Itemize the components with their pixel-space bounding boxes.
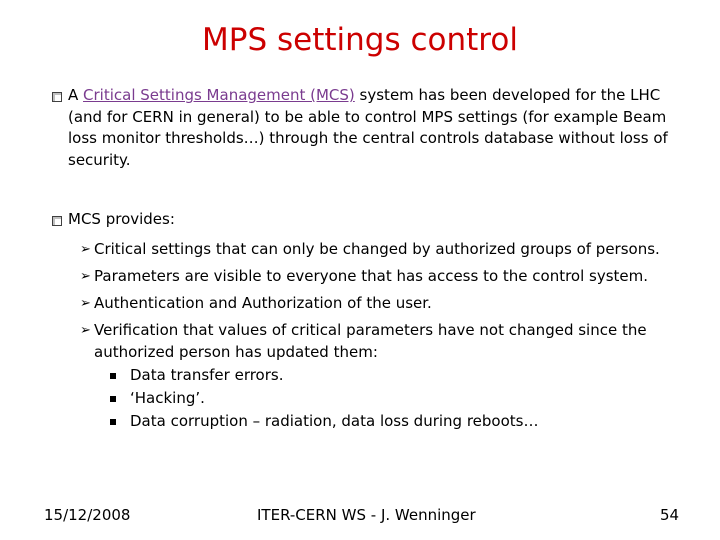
- arrow-bullet-icon: ➢: [80, 296, 91, 311]
- mcs-link[interactable]: Critical Settings Management (MCS): [83, 86, 355, 104]
- slide-title: MPS settings control: [202, 22, 518, 58]
- bullet-mcs-provides: MCS provides:: [68, 210, 175, 228]
- arrow-bullet-icon: ➢: [80, 323, 91, 338]
- bullet-marker: [52, 92, 62, 102]
- footer-date: 15/12/2008: [44, 506, 131, 524]
- arrow-bullet-icon: ➢: [80, 269, 91, 284]
- bullet-prefix: A: [68, 86, 84, 104]
- square-bullet-icon: [110, 373, 116, 379]
- footer-center: ITER-CERN WS - J. Wenninger: [257, 506, 476, 524]
- arrow-bullet-icon: ➢: [80, 242, 91, 257]
- bullet-paragraph-mcs: [68, 85, 678, 171]
- page-number: 54: [660, 506, 680, 524]
- square-bullet-icon: [110, 419, 116, 425]
- bullet-suffix: system has been developed for the LHC (and for CERN in general) to be able to control MPS settings (for example Beam loss monitor thresholds…) through the central controls database without loss of security.: [68, 86, 668, 169]
- bullet-marker: [52, 216, 62, 226]
- square-bullet-icon: [110, 396, 116, 402]
